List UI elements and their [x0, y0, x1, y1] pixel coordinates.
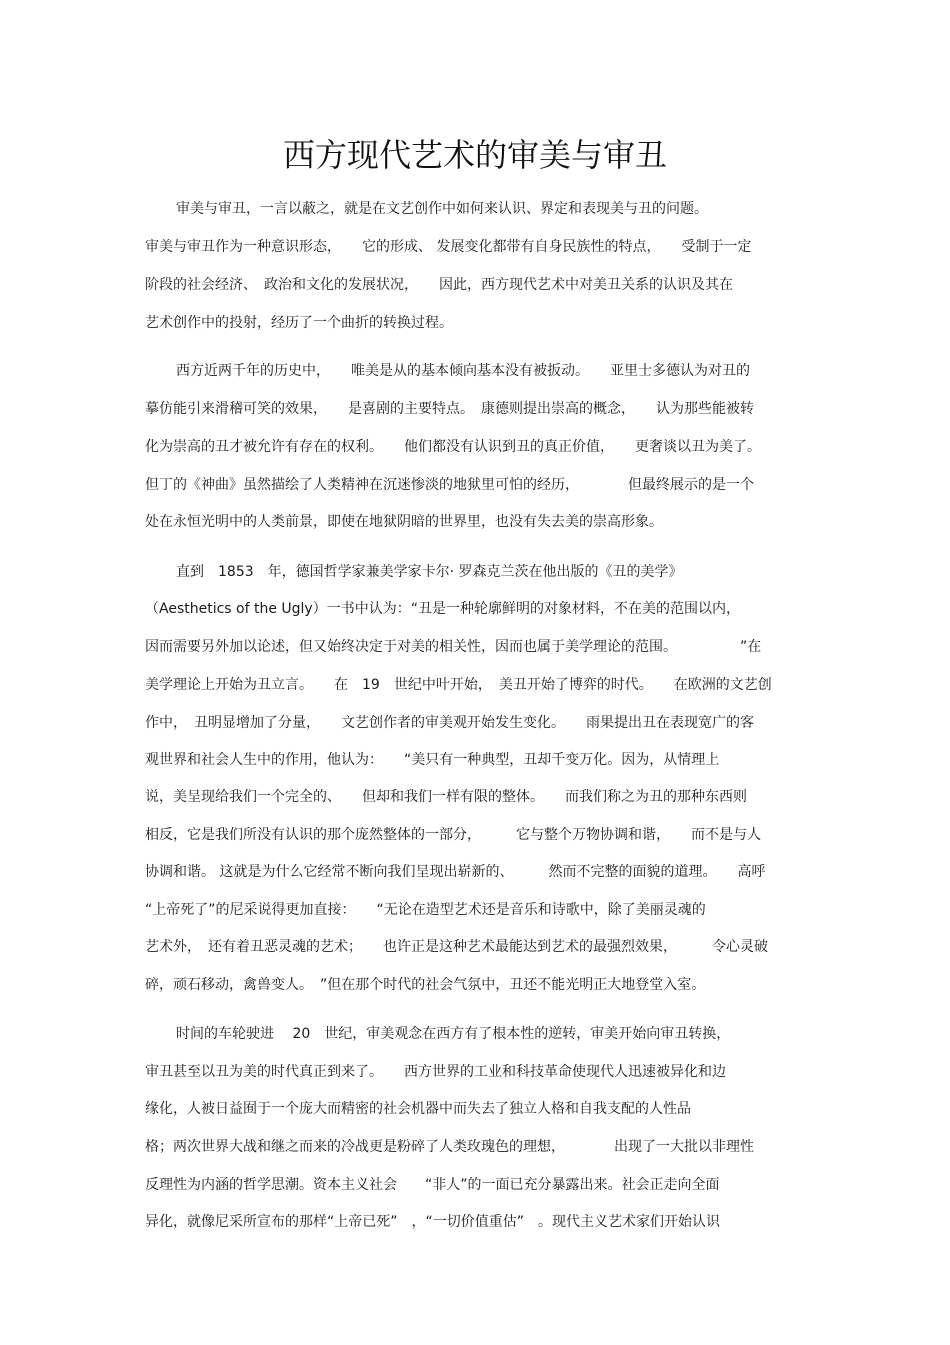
- paragraph-4-line-3: 缘化，人被日益囿于一个庞大而精密的社会机器中而失去了独立人格和自我支配的人性品: [145, 1101, 691, 1117]
- paragraph-1-line-3: 阶段的社会经济、 政治和文化的发展状况， 因此，西方现代艺术中对美丑关系的认识及其在: [145, 277, 733, 293]
- paragraph-1-line-1: 审美与审丑，一言以蔽之，就是在文艺创作中如何来认识、界定和表现美与丑的问题。: [176, 201, 708, 217]
- document-title: 西方现代艺术的审美与审丑: [282, 136, 667, 174]
- paragraph-4-line-4: 格；两次世界大战和继之而来的冷战更是粉碎了人类玫瑰色的理想， 出现了一大批以非理性: [145, 1139, 754, 1155]
- paragraph-4-line-6: 异化，就像尼采所宣布的那样“上帝已死” ，“一切价值重估” 。现代主义艺术家们开始认识: [145, 1214, 721, 1230]
- paragraph-2-line-3: 化为崇高的丑才被允许有存在的权利。 他们都没有认识到丑的真正价值， 更奢谈以丑为美了。: [145, 439, 761, 455]
- paragraph-3-line-7: 说，美呈现给我们一个完全的、 但却和我们一样有限的整体。 而我们称之为丑的那种东西则: [145, 789, 747, 805]
- paragraph-3-line-10: “上帝死了”的尼采说得更加直接： “无论在造型艺术还是音乐和诗歌中，除了美丽灵魂的: [145, 902, 706, 918]
- paragraph-3-line-11: 艺术外， 还有着丑恶灵魂的艺术； 也许正是这种艺术最能达到艺术的最强烈效果， 令心灵破: [145, 939, 768, 955]
- paragraph-3-line-8: 相反，它是我们所没有认识的那个庞然整体的一部分， 它与整个万物协调和谐， 而不是与人: [145, 827, 761, 843]
- paragraph-3-line-5: 作中， 丑明显增加了分量， 文艺创作者的审美观开始发生变化。 雨果提出丑在表现宽广的客: [145, 715, 754, 731]
- paragraph-3-line-4: 美学理论上开始为丑立言。 在 19 世纪中叶开始， 美丑开始了博弈的时代。 在欧洲的文艺创: [145, 677, 772, 693]
- paragraph-2-line-1: 西方近两千年的历史中， 唯美是从的基本倾向基本没有被扳动。 亚里士多德认为对丑的: [176, 363, 750, 379]
- paragraph-4-line-1: 时间的车轮驶进 20 世纪，审美观念在西方有了根本性的逆转，审美开始向审丑转换，: [176, 1026, 731, 1042]
- paragraph-2-line-5: 处在永恒光明中的人类前景，即使在地狱阴暗的世界里，也没有失去美的崇高形象。: [145, 514, 663, 530]
- paragraph-2-line-2: 摹仿能引来滑稽可笑的效果， 是喜剧的主要特点。 康德则提出崇高的概念， 认为那些能被转: [145, 401, 754, 417]
- paragraph-3-line-2: （Aesthetics of the Ugly）一书中认为：“丑是一种轮廓鲜明的对象材料，不在美的范围以内，: [145, 601, 740, 617]
- paragraph-3-line-3: 因而需要另外加以论述，但又始终决定于对美的相关性，因而也属于美学理论的范围。 ”在: [145, 639, 762, 655]
- paragraph-4-line-5: 反理性为内涵的哲学思潮。资本主义社会 “非人”的一面已充分暴露出来。社会正走向全面: [145, 1177, 720, 1193]
- paragraph-3-line-12: 碎，顽石移动，禽兽变人。 ”但在那个时代的社会气氛中，丑还不能光明正大地登堂入室。: [145, 977, 706, 993]
- paragraph-4-line-2: 审丑甚至以丑为美的时代真正到来了。 西方世界的工业和科技革命使现代人迅速被异化和边: [145, 1064, 726, 1080]
- paragraph-3-line-1: 直到 1853 年，德国哲学家兼美学家卡尔· 罗森克兰茨在他出版的《丑的美学》: [176, 564, 683, 580]
- paragraph-1-line-4: 艺术创作中的投射，经历了一个曲折的转换过程。: [145, 315, 453, 331]
- paragraph-1-line-2: 审美与审丑作为一种意识形态， 它的形成、 发展变化都带有自身民族性的特点， 受制于一定: [145, 239, 752, 255]
- paragraph-3-line-6: 观世界和社会人生中的作用，他认为： “美只有一种典型，丑却千变万化。因为，从情理上: [145, 752, 720, 768]
- paragraph-2-line-4: 但丁的《神曲》虽然描绘了人类精神在沉迷惨淡的地狱里可怕的经历， 但最终展示的是一个: [145, 477, 754, 493]
- paragraph-3-line-9: 协调和谐。 这就是为什么它经常不断向我们呈现出崭新的、 然而不完整的面貌的道理。 高呼: [145, 864, 766, 880]
